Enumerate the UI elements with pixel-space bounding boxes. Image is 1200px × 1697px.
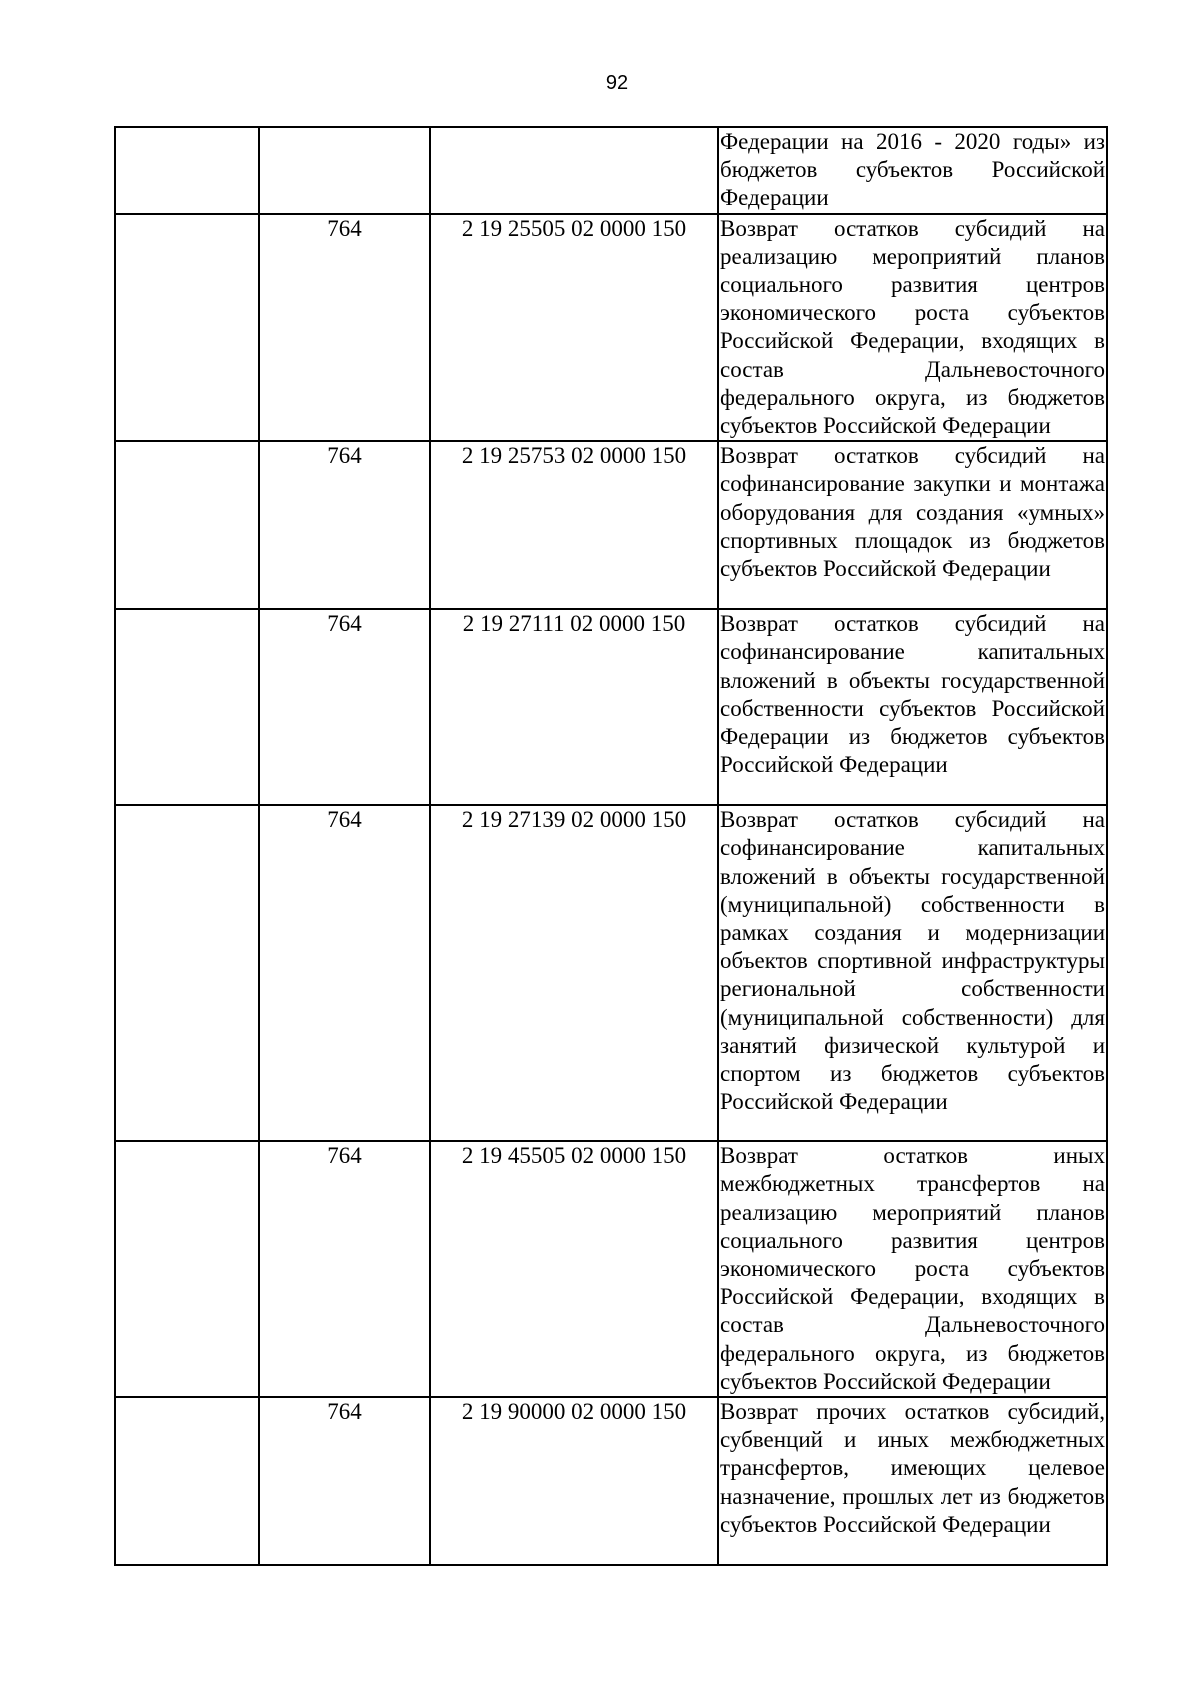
description-cell: Возврат остатков иных межбюджетных трансфертов на реализацию мероприятий планов социального развития центров экономического роста субъектов Российской Федерации, входящих в состав Дальневосточного федерального округа, из бюджетов субъектов Российской Федерации <box>718 1141 1107 1397</box>
description-cell: Возврат остатков субсидий на софинансирование закупки и монтажа оборудования для создания «умных» спортивных площадок из бюджетов субъектов Российской Федерации <box>718 441 1107 609</box>
description-cell: Возврат остатков субсидий на софинансирование капитальных вложений в объекты государственной (муниципальной) собственности в рамках создания и модернизации объектов спортивной инфраструктуры региональной собственности (муниципальной собственности) для занятий физической культурой и спортом из бюджетов субъектов Российской Федерации <box>718 805 1107 1141</box>
kbk-code-cell: 2 19 25505 02 0000 150 <box>430 214 718 442</box>
empty-cell <box>115 214 259 442</box>
kbk-code-cell: 2 19 27111 02 0000 150 <box>430 609 718 805</box>
kbk-code-cell: 2 19 27139 02 0000 150 <box>430 805 718 1141</box>
kbk-code-cell: 2 19 25753 02 0000 150 <box>430 441 718 609</box>
admin-code-cell: 764 <box>259 609 430 805</box>
table-row <box>115 441 1107 609</box>
admin-code-cell: 764 <box>259 1141 430 1397</box>
empty-cell <box>115 127 259 214</box>
empty-cell <box>115 441 259 609</box>
description-cell: Федерации на 2016 - 2020 годы» из бюджетов субъектов Российской Федерации <box>718 127 1107 214</box>
kbk-code-cell: 2 19 90000 02 0000 150 <box>430 1397 718 1565</box>
table-row <box>115 214 1107 442</box>
table-row <box>115 805 1107 1141</box>
kbk-code-cell <box>430 127 718 214</box>
table-row <box>115 127 1107 214</box>
description-cell: Возврат прочих остатков субсидий, субвенций и иных межбюджетных трансфертов, имеющих целевое назначение, прошлых лет из бюджетов субъектов Российской Федерации <box>718 1397 1107 1565</box>
kbk-code-cell: 2 19 45505 02 0000 150 <box>430 1141 718 1397</box>
empty-cell <box>115 609 259 805</box>
table-row <box>115 1397 1107 1565</box>
admin-code-cell: 764 <box>259 805 430 1141</box>
description-cell: Возврат остатков субсидий на реализацию мероприятий планов социального развития центров экономического роста субъектов Российской Федерации, входящих в состав Дальневосточного федерального округа, из бюджетов субъектов Российской Федерации <box>718 214 1107 442</box>
admin-code-cell: 764 <box>259 441 430 609</box>
empty-cell <box>115 1141 259 1397</box>
empty-cell <box>115 1397 259 1565</box>
table-row <box>115 1141 1107 1397</box>
page-number: 92 <box>605 72 629 94</box>
table-row <box>115 609 1107 805</box>
description-cell: Возврат остатков субсидий на софинансирование капитальных вложений в объекты государственной собственности субъектов Российской Федерации из бюджетов субъектов Российской Федерации <box>718 609 1107 805</box>
admin-code-cell <box>259 127 430 214</box>
budget-classification-table <box>114 126 1108 1566</box>
admin-code-cell: 764 <box>259 1397 430 1565</box>
empty-cell <box>115 805 259 1141</box>
admin-code-cell: 764 <box>259 214 430 442</box>
